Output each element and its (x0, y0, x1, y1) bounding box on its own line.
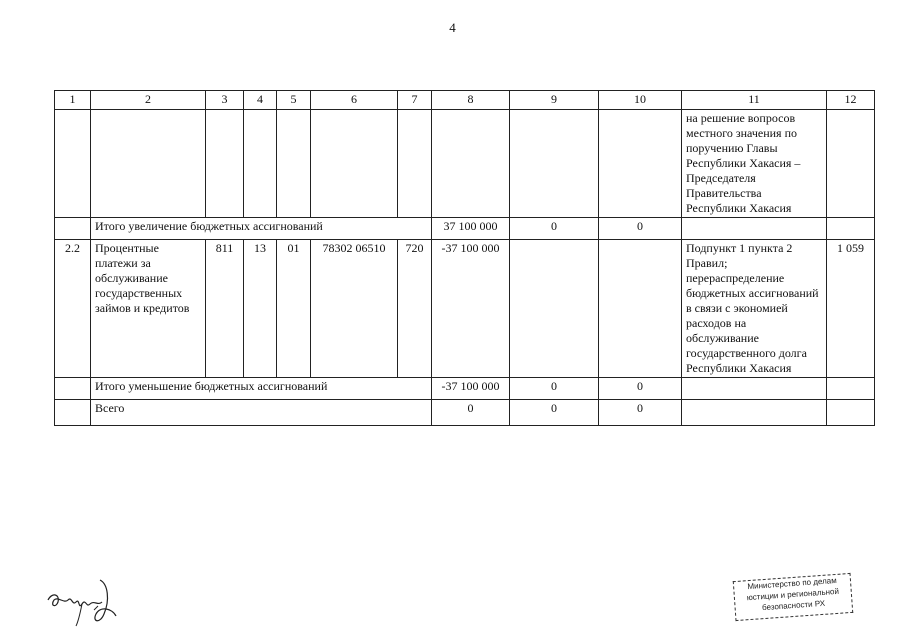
basis-cell: на решение вопросов местного значения по поручению Главы Республики Хакасия – Председателя Правительства Республики Хакасия (682, 110, 827, 218)
increase-total-col9: 0 (510, 218, 599, 240)
header-cell: 8 (432, 91, 510, 110)
row-col4: 13 (244, 240, 277, 378)
header-cell: 11 (682, 91, 827, 110)
decrease-total-col8: -37 100 000 (432, 378, 510, 400)
header-cell: 7 (398, 91, 432, 110)
grand-total-row (55, 400, 875, 426)
header-cell: 1 (55, 91, 91, 110)
row-col7: 720 (398, 240, 432, 378)
row-number: 2.2 (55, 240, 91, 378)
grand-total-col10: 0 (599, 400, 682, 426)
row-col6: 78302 06510 (311, 240, 398, 378)
registration-stamp (733, 573, 854, 621)
increase-total-col10: 0 (599, 218, 682, 240)
row-col5: 01 (277, 240, 311, 378)
increase-total-col8: 37 100 000 (432, 218, 510, 240)
row-col8: -37 100 000 (432, 240, 510, 378)
decrease-total-label: Итого уменьшение бюджетных ассигнований (91, 378, 432, 400)
grand-total-label: Всего (91, 400, 432, 426)
decrease-total-col9: 0 (510, 378, 599, 400)
header-cell: 3 (206, 91, 244, 110)
page-number: 4 (449, 20, 456, 35)
header-cell: 10 (599, 91, 682, 110)
stamp-line: безопасности РХ (761, 598, 826, 613)
stamp-line: Министерство по делам (747, 575, 837, 592)
increase-total-row (55, 218, 875, 240)
expense-name: Процентные платежи за обслуживание государственных займов и кредитов (91, 240, 206, 378)
grand-total-col9: 0 (510, 400, 599, 426)
row-col3: 811 (206, 240, 244, 378)
decrease-total-col10: 0 (599, 378, 682, 400)
header-cell: 2 (91, 91, 206, 110)
basis-cell: Подпункт 1 пункта 2 Правил; перераспределение бюджетных ассигнований в связи с экономией расходов на обслуживание государственного долга Республики Хакасия (682, 240, 827, 378)
increase-total-label: Итого увеличение бюджетных ассигнований (91, 218, 432, 240)
stamp-line: юстиции и региональной (746, 586, 840, 603)
header-cell: 4 (244, 91, 277, 110)
handwritten-signature (42, 570, 122, 630)
header-row (55, 91, 875, 110)
row-2-2 (55, 240, 875, 378)
budget-table (54, 90, 875, 426)
header-cell: 5 (277, 91, 311, 110)
decrease-total-row (55, 378, 875, 400)
continuation-row (55, 110, 875, 218)
row-col12: 1 059 (827, 240, 875, 378)
header-cell: 9 (510, 91, 599, 110)
grand-total-col8: 0 (432, 400, 510, 426)
header-cell: 12 (827, 91, 875, 110)
header-cell: 6 (311, 91, 398, 110)
